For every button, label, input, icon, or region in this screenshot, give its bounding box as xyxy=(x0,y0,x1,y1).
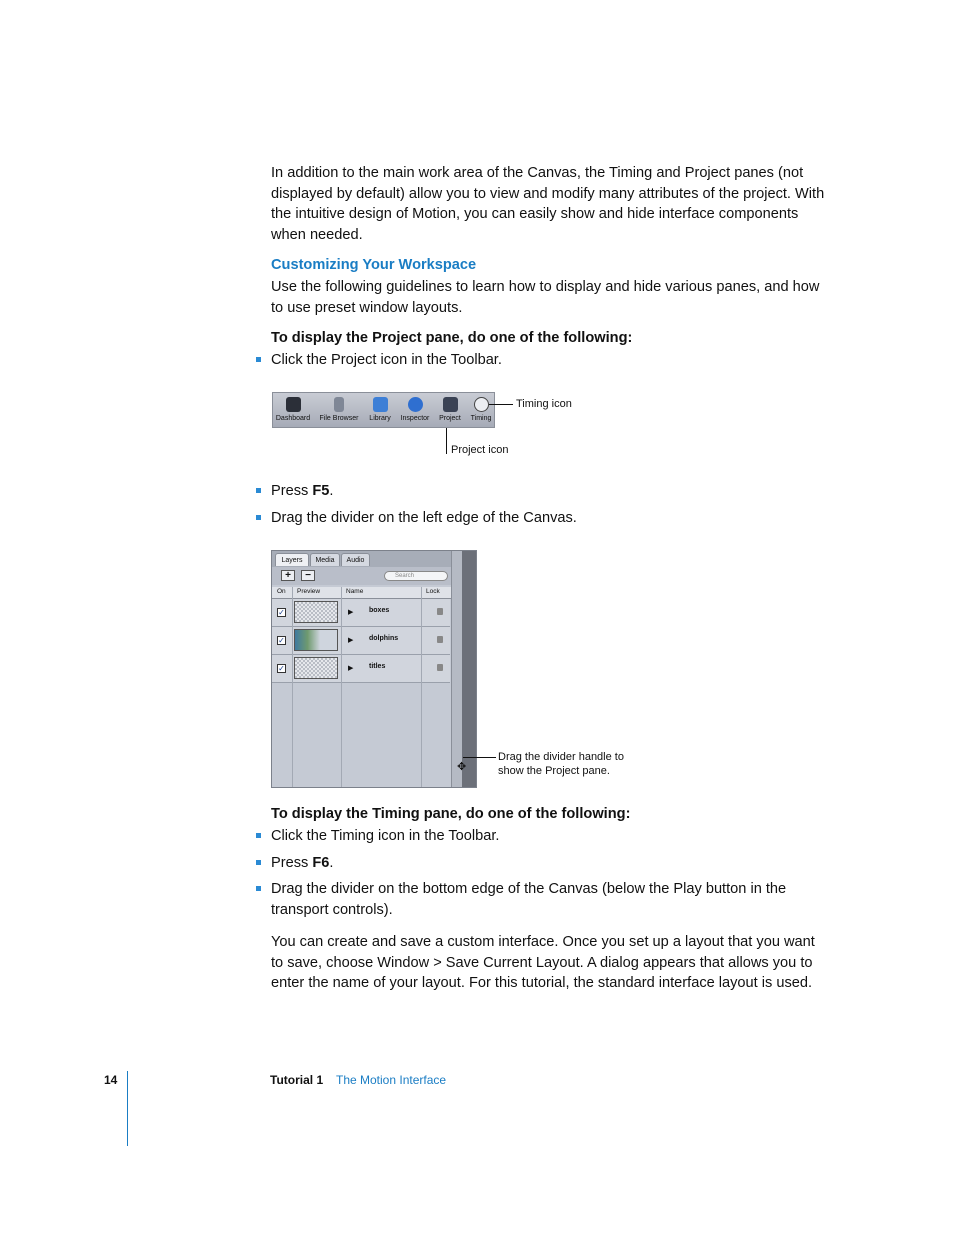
divider-callout-line xyxy=(463,757,496,758)
timing-callout-line xyxy=(489,404,513,405)
footer-rule xyxy=(127,1071,128,1146)
project-icon xyxy=(443,397,458,412)
layer-visibility-checkbox[interactable]: ✓ xyxy=(278,636,285,645)
disclosure-triangle-icon[interactable]: ▶ xyxy=(348,609,354,616)
project-bullet-2: Press F5. xyxy=(271,481,333,502)
project-task-title: To display the Project pane, do one of the following: xyxy=(271,330,633,346)
layers-panel-figure xyxy=(271,550,477,788)
column-divider xyxy=(421,587,422,787)
lock-icon[interactable] xyxy=(437,636,443,643)
timing-bullet-3: Drag the divider on the bottom edge of the Canvas (below the Play button in the transport controls). xyxy=(271,879,816,921)
layer-name: boxes xyxy=(369,607,390,614)
layer-thumbnail xyxy=(294,657,338,679)
toolbar-inspector[interactable]: Inspector xyxy=(397,395,433,427)
project-callout-line xyxy=(446,428,447,454)
remove-layer-button[interactable]: − xyxy=(301,570,315,581)
lock-icon[interactable] xyxy=(437,664,443,671)
column-divider xyxy=(292,587,293,787)
layer-visibility-checkbox[interactable]: ✓ xyxy=(278,664,285,673)
column-preview[interactable]: Preview xyxy=(297,588,321,595)
lock-icon[interactable] xyxy=(437,608,443,615)
bullet-marker xyxy=(256,357,261,362)
toolbar-figure xyxy=(272,392,495,428)
column-divider xyxy=(341,587,342,787)
column-header xyxy=(272,587,460,599)
bullet-marker xyxy=(256,833,261,838)
timing-task-title: To display the Timing pane, do one of the following: xyxy=(271,806,631,822)
column-lock[interactable]: Lock xyxy=(426,588,440,595)
column-on[interactable]: On xyxy=(277,588,286,595)
bullet-marker xyxy=(256,860,261,865)
bullet-marker xyxy=(256,515,261,520)
tab-layers[interactable]: Layers xyxy=(275,553,309,566)
dashboard-icon xyxy=(286,397,301,412)
layer-row[interactable] xyxy=(272,655,450,683)
divider-callout: Drag the divider handle to show the Project pane. xyxy=(498,751,624,777)
disclosure-triangle-icon[interactable]: ▶ xyxy=(348,637,354,644)
toolbar-timing[interactable]: Timing xyxy=(467,395,495,427)
toolbar-project[interactable]: Project xyxy=(435,395,465,427)
library-icon xyxy=(373,397,388,412)
column-name[interactable]: Name xyxy=(346,588,364,595)
bullet-marker xyxy=(256,886,261,891)
intro-paragraph: In addition to the main work area of the Canvas, the Timing and Project panes (not displayed by default) allow you to view and modify many attributes of the project. With the intuitive design of Motion, you can easily show and hide interface components when needed. xyxy=(271,165,825,243)
timing-bullet-2: Press F6. xyxy=(271,853,333,874)
panel-tabs xyxy=(272,551,462,567)
layer-thumbnail xyxy=(294,601,338,623)
layers-controls xyxy=(272,567,451,585)
timing-bullet-1: Click the Timing icon in the Toolbar. xyxy=(271,826,499,847)
bullet-marker xyxy=(256,488,261,493)
toolbar-library[interactable]: Library xyxy=(365,395,395,427)
toolbar-dashboard[interactable]: Dashboard xyxy=(273,395,313,427)
layer-visibility-checkbox[interactable]: ✓ xyxy=(278,608,285,617)
timing-callout: Timing icon xyxy=(516,398,572,410)
tab-audio[interactable]: Audio xyxy=(341,553,370,566)
tab-media[interactable]: Media xyxy=(310,553,340,566)
canvas-edge xyxy=(462,551,477,788)
inspector-icon xyxy=(408,397,423,412)
page-number: 14 xyxy=(104,1073,118,1087)
project-bullet-3: Drag the divider on the left edge of the Canvas. xyxy=(271,508,577,529)
section-heading: Customizing Your Workspace xyxy=(271,257,477,273)
closing-paragraph: You can create and save a custom interface. Once you set up a layout that you want to save, choose Window > Save Current Layout. A dialog appears that allows you to enter the name of your layout. For this tutorial, the standard interface layout is used. xyxy=(271,934,815,991)
add-layer-button[interactable]: + xyxy=(281,570,295,581)
layer-name: titles xyxy=(369,663,386,670)
disclosure-triangle-icon[interactable]: ▶ xyxy=(348,665,354,672)
search-input[interactable]: Search xyxy=(384,571,448,581)
layer-row[interactable] xyxy=(272,599,450,627)
section-body: Use the following guidelines to learn how to display and hide various panes, and how to use preset window layouts. xyxy=(271,279,820,316)
resize-cursor-icon: ✥ xyxy=(457,761,467,773)
canvas-divider-handle[interactable] xyxy=(451,551,462,788)
file-browser-icon xyxy=(334,397,344,412)
project-callout: Project icon xyxy=(451,444,509,456)
project-bullet-1: Click the Project icon in the Toolbar. xyxy=(271,350,502,371)
layer-thumbnail xyxy=(294,629,338,651)
layer-name: dolphins xyxy=(369,635,399,642)
toolbar-file-browser[interactable]: File Browser xyxy=(315,395,363,427)
footer-chapter: Tutorial 1 xyxy=(270,1073,324,1087)
footer-chapter-title: The Motion Interface xyxy=(336,1073,447,1087)
layer-row[interactable] xyxy=(272,627,450,655)
timing-icon xyxy=(474,397,489,412)
